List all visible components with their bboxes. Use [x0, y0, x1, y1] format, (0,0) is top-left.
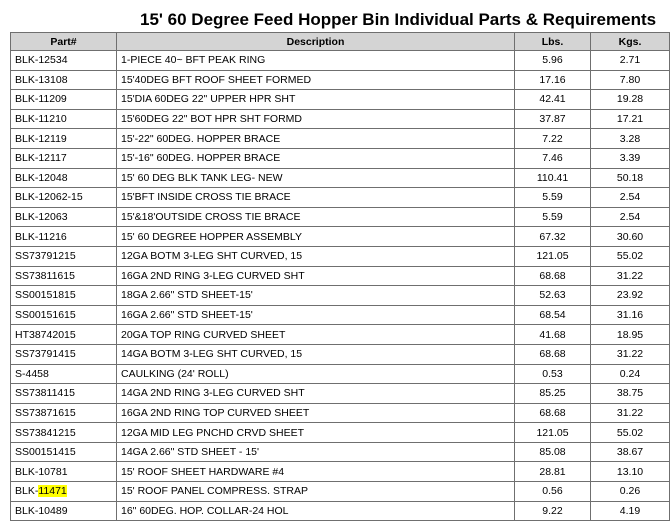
- part-number-cell: SS73791415: [11, 344, 117, 364]
- table-row: [11, 168, 670, 188]
- part-number-cell: [11, 482, 117, 502]
- part-number-cell: BLK-12117: [11, 148, 117, 168]
- part-number-cell: SS73871615: [11, 403, 117, 423]
- lbs-cell: 42.41: [515, 90, 591, 110]
- parts-table: [10, 32, 670, 521]
- table-header-row: [11, 33, 670, 51]
- kgs-cell: 55.02: [591, 246, 670, 266]
- kgs-cell: 13.10: [591, 462, 670, 482]
- description-cell: 14GA 2ND RING 3-LEG CURVED SHT: [117, 384, 515, 404]
- description-cell: 15'-22" 60DEG. HOPPER BRACE: [117, 129, 515, 149]
- kgs-cell: 4.19: [591, 501, 670, 521]
- table-row: [11, 403, 670, 423]
- column-header-part: Part#: [11, 33, 117, 51]
- part-number-cell: S-4458: [11, 364, 117, 384]
- part-number-cell: BLK-11209: [11, 90, 117, 110]
- kgs-cell: 31.22: [591, 266, 670, 286]
- description-cell: 18GA 2.66" STD SHEET-15': [117, 286, 515, 306]
- table-row: [11, 325, 670, 345]
- kgs-cell: 31.16: [591, 305, 670, 325]
- part-number-cell: BLK-12048: [11, 168, 117, 188]
- page-title: 15' 60 Degree Feed Hopper Bin Individual Parts & Requirements: [140, 10, 657, 29]
- lbs-cell: 7.22: [515, 129, 591, 149]
- part-number-prefix: BLK-: [15, 485, 39, 498]
- part-number-cell: SS73811615: [11, 266, 117, 286]
- description-cell: 16GA 2ND RING 3-LEG CURVED SHT: [117, 266, 515, 286]
- table-row: [11, 286, 670, 306]
- table-row: [11, 246, 670, 266]
- part-number-cell: BLK-12119: [11, 129, 117, 149]
- kgs-cell: 17.21: [591, 109, 670, 129]
- kgs-cell: 31.22: [591, 403, 670, 423]
- table-row: [11, 70, 670, 90]
- table-row: [11, 51, 670, 71]
- lbs-cell: 7.46: [515, 148, 591, 168]
- lbs-cell: 68.68: [515, 403, 591, 423]
- description-cell: 12GA BOTM 3-LEG SHT CURVED, 15: [117, 246, 515, 266]
- table-row: [11, 462, 670, 482]
- lbs-cell: 41.68: [515, 325, 591, 345]
- lbs-cell: 121.05: [515, 423, 591, 443]
- table-row: [11, 384, 670, 404]
- kgs-cell: 7.80: [591, 70, 670, 90]
- part-number-cell: SS00151615: [11, 305, 117, 325]
- description-cell: 20GA TOP RING CURVED SHEET: [117, 325, 515, 345]
- table-row: [11, 188, 670, 208]
- part-number-cell: BLK-10489: [11, 501, 117, 521]
- lbs-cell: 52.63: [515, 286, 591, 306]
- table-row: [11, 423, 670, 443]
- description-cell: 15'40DEG BFT ROOF SHEET FORMED: [117, 70, 515, 90]
- kgs-cell: 0.24: [591, 364, 670, 384]
- kgs-cell: 0.26: [591, 482, 670, 502]
- kgs-cell: 2.71: [591, 51, 670, 71]
- lbs-cell: 85.25: [515, 384, 591, 404]
- table-row: [11, 344, 670, 364]
- part-number-cell: HT38742015: [11, 325, 117, 345]
- description-cell: 16GA 2.66" STD SHEET-15': [117, 305, 515, 325]
- column-header-description: Description: [117, 33, 515, 51]
- lbs-cell: 9.22: [515, 501, 591, 521]
- part-number-cell: SS73811415: [11, 384, 117, 404]
- lbs-cell: 17.16: [515, 70, 591, 90]
- column-header-kgs: Kgs.: [591, 33, 670, 51]
- description-cell: 1-PIECE 40~ BFT PEAK RING: [117, 51, 515, 71]
- part-number-cell: SS00151415: [11, 442, 117, 462]
- lbs-cell: 37.87: [515, 109, 591, 129]
- kgs-cell: 38.67: [591, 442, 670, 462]
- description-cell: CAULKING (24' ROLL): [117, 364, 515, 384]
- lbs-cell: 5.59: [515, 188, 591, 208]
- kgs-cell: 2.54: [591, 188, 670, 208]
- description-cell: 15' 60 DEG BLK TANK LEG- NEW: [117, 168, 515, 188]
- table-row: [11, 482, 670, 502]
- kgs-cell: 2.54: [591, 207, 670, 227]
- lbs-cell: 121.05: [515, 246, 591, 266]
- table-row: [11, 364, 670, 384]
- kgs-cell: 19.28: [591, 90, 670, 110]
- table-row: [11, 207, 670, 227]
- table-row: [11, 129, 670, 149]
- table-row: [11, 90, 670, 110]
- kgs-cell: 31.22: [591, 344, 670, 364]
- kgs-cell: 3.39: [591, 148, 670, 168]
- part-number-cell: BLK-11210: [11, 109, 117, 129]
- part-number-cell: BLK-10781: [11, 462, 117, 482]
- part-number-cell: SS00151815: [11, 286, 117, 306]
- lbs-cell: 0.56: [515, 482, 591, 502]
- table-row: [11, 442, 670, 462]
- description-cell: 16GA 2ND RING TOP CURVED SHEET: [117, 403, 515, 423]
- description-cell: 14GA BOTM 3-LEG SHT CURVED, 15: [117, 344, 515, 364]
- table-row: [11, 305, 670, 325]
- description-cell: 15'BFT INSIDE CROSS TIE BRACE: [117, 188, 515, 208]
- lbs-cell: 110.41: [515, 168, 591, 188]
- kgs-cell: 50.18: [591, 168, 670, 188]
- lbs-cell: 5.96: [515, 51, 591, 71]
- description-cell: 15' ROOF PANEL COMPRESS. STRAP: [117, 482, 515, 502]
- description-cell: 12GA MID LEG PNCHD CRVD SHEET: [117, 423, 515, 443]
- lbs-cell: 68.68: [515, 266, 591, 286]
- lbs-cell: 5.59: [515, 207, 591, 227]
- description-cell: 15' ROOF SHEET HARDWARE #4: [117, 462, 515, 482]
- table-row: [11, 109, 670, 129]
- part-number-cell: BLK-13108: [11, 70, 117, 90]
- lbs-cell: 28.81: [515, 462, 591, 482]
- description-cell: 15'&18'OUTSIDE CROSS TIE BRACE: [117, 207, 515, 227]
- lbs-cell: 0.53: [515, 364, 591, 384]
- lbs-cell: 68.54: [515, 305, 591, 325]
- lbs-cell: 85.08: [515, 442, 591, 462]
- column-header-lbs: Lbs.: [515, 33, 591, 51]
- table-row: [11, 501, 670, 521]
- description-cell: 15'-16" 60DEG. HOPPER BRACE: [117, 148, 515, 168]
- kgs-cell: 38.75: [591, 384, 670, 404]
- description-cell: 14GA 2.66" STD SHEET - 15': [117, 442, 515, 462]
- part-number-cell: SS73841215: [11, 423, 117, 443]
- lbs-cell: 68.68: [515, 344, 591, 364]
- description-cell: 16" 60DEG. HOP. COLLAR-24 HOL: [117, 501, 515, 521]
- part-number-cell: SS73791215: [11, 246, 117, 266]
- description-cell: 15' 60 DEGREE HOPPER ASSEMBLY: [117, 227, 515, 247]
- part-number-cell: BLK-12063: [11, 207, 117, 227]
- kgs-cell: 23.92: [591, 286, 670, 306]
- description-cell: 15'DIA 60DEG 22" UPPER HPR SHT: [117, 90, 515, 110]
- highlighted-part-number: 11471: [38, 485, 67, 498]
- part-number-cell: BLK-12062-15: [11, 188, 117, 208]
- table-row: [11, 148, 670, 168]
- table-row: [11, 227, 670, 247]
- table-row: [11, 266, 670, 286]
- kgs-cell: 30.60: [591, 227, 670, 247]
- part-number-cell: BLK-12534: [11, 51, 117, 71]
- kgs-cell: 18.95: [591, 325, 670, 345]
- kgs-cell: 3.28: [591, 129, 670, 149]
- lbs-cell: 67.32: [515, 227, 591, 247]
- description-cell: 15'60DEG 22" BOT HPR SHT FORMD: [117, 109, 515, 129]
- kgs-cell: 55.02: [591, 423, 670, 443]
- part-number-cell: BLK-11216: [11, 227, 117, 247]
